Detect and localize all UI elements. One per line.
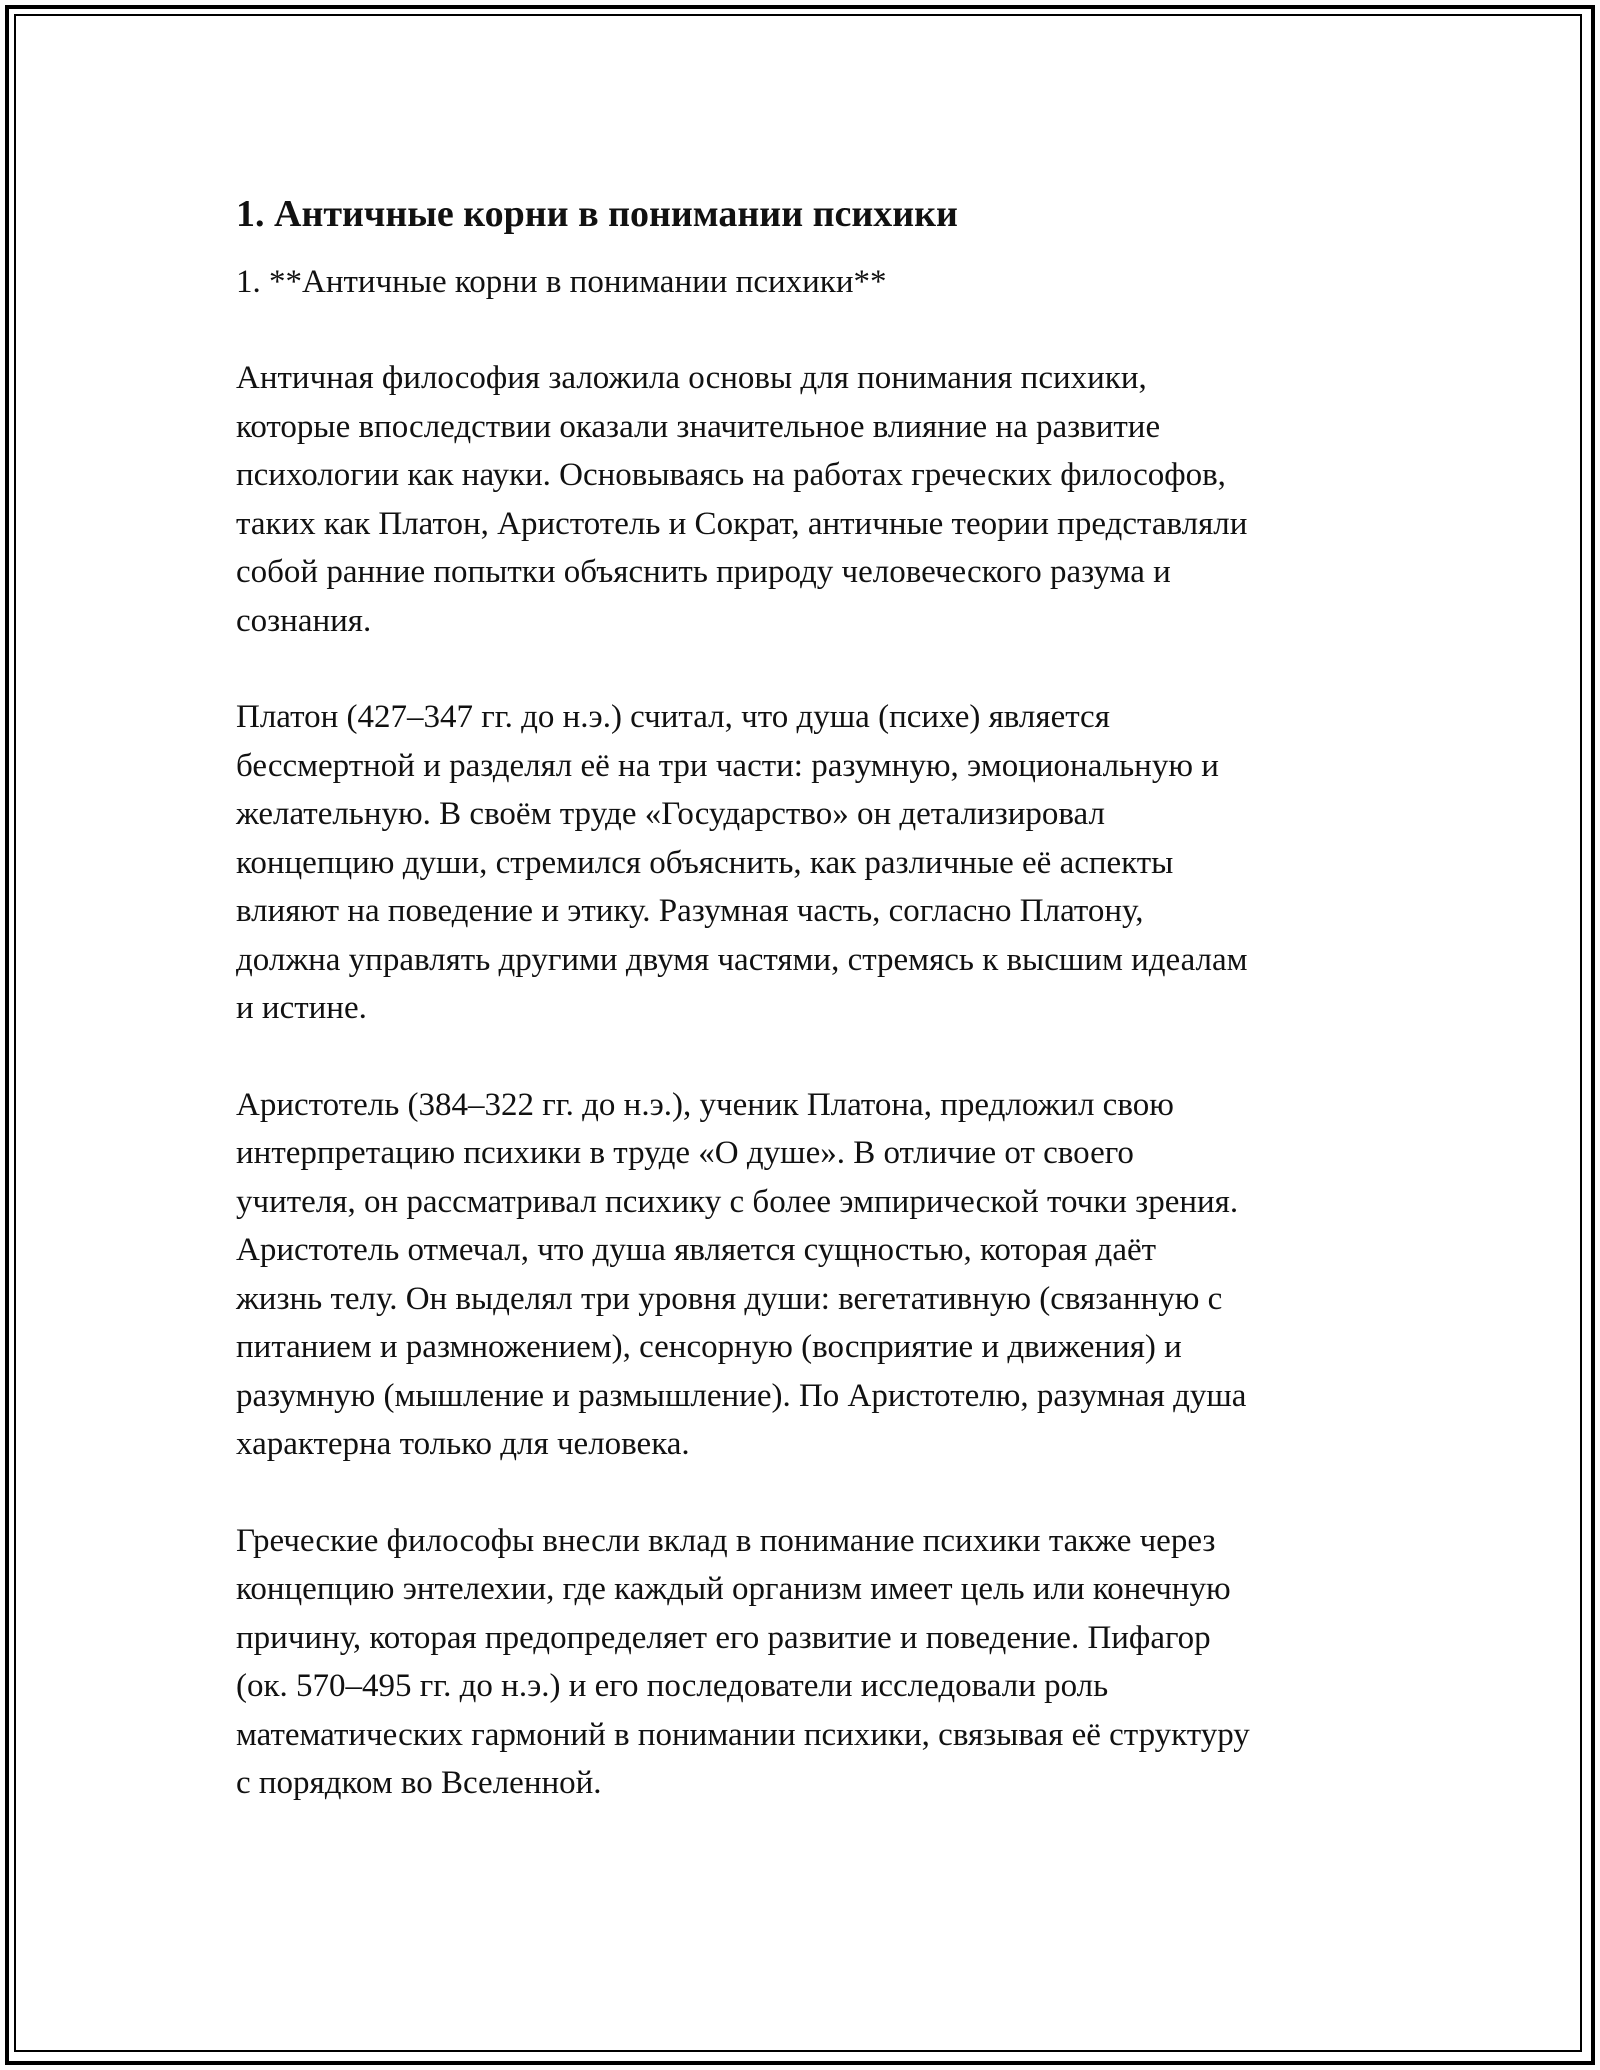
paragraph-4 [236, 1517, 1376, 1808]
document-subtitle: 1. **Античные корни в понимании психики** [236, 264, 887, 300]
paragraph-line: причину, которая предопределяет его развитие и поведение. Пифагор [236, 1619, 1211, 1656]
paragraph-line: питанием и размножением), сенсорную (восприятие и движения) и [236, 1329, 1182, 1365]
document-body [236, 186, 1376, 1856]
paragraph-line: концепцию души, стремился объяснить, как различные её аспекты [236, 844, 1174, 881]
paragraph-line: психологии как науки. Основываясь на работах греческих философов, [236, 457, 1226, 493]
paragraph-line: должна управлять другими двумя частями, стремясь к высшим идеалам [236, 941, 1248, 978]
paragraph-line: интерпретацию психики в труде «О душе». В отличие от своего [236, 1135, 1134, 1171]
paragraph-1 [236, 354, 1376, 645]
paragraph-line: влияют на поведение и этику. Разумная часть, согласно Платону, [236, 893, 1144, 929]
paragraph-line: желательную. В своём труде «Государство» он детализировал [236, 796, 1105, 832]
paragraph-3 [236, 1081, 1376, 1469]
paragraph-line: математических гармоний в понимании психики, связывая её структуру [236, 1716, 1250, 1753]
paragraph-line: Аристотель отмечал, что душа является сущностью, которая даёт [236, 1232, 1157, 1268]
paragraph-line: (ок. 570–495 гг. до н.э.) и его последователи исследовали роль [236, 1668, 1109, 1704]
paragraph-line: характерна только для человека. [236, 1426, 690, 1462]
paragraph-line: Платон (427–347 гг. до н.э.) считал, что душа (психе) является [236, 699, 1110, 735]
paragraph-line: Античная философия заложила основы для понимания психики, [236, 360, 1147, 396]
paragraph-line: которые впоследствии оказали значительное влияние на развитие [236, 408, 1161, 445]
paragraph-line: жизнь телу. Он выделял три уровня души: вегетативную (связанную с [236, 1280, 1223, 1317]
paragraph-line: концепцию энтелехии, где каждый организм имеет цель или конечную [236, 1571, 1231, 1607]
paragraph-line: Греческие философы внесли вклад в понимание психики также через [236, 1522, 1216, 1559]
paragraph-line: Аристотель (384–322 гг. до н.э.), ученик Платона, предложил свою [236, 1086, 1174, 1123]
paragraph-line: с порядком во Вселенной. [236, 1765, 602, 1801]
paragraph-line: и истине. [236, 990, 367, 1026]
paragraph-line: собой ранние попытки объяснить природу человеческого разума и [236, 554, 1171, 590]
paragraph-line: сознания. [236, 602, 372, 639]
paragraph-line: учителя, он рассматривал психику с более эмпирической точки зрения. [236, 1183, 1239, 1220]
paragraph-line: разумную (мышление и размышление). По Аристотелю, разумная душа [236, 1377, 1247, 1414]
paragraph-line: бессмертной и разделял её на три части: разумную, эмоциональную и [236, 747, 1219, 784]
paragraph-2 [236, 693, 1376, 1033]
document-title: 1. Античные корни в понимании психики [236, 193, 958, 235]
paragraph-line: таких как Платон, Аристотель и Сократ, античные теории представляли [236, 505, 1248, 542]
